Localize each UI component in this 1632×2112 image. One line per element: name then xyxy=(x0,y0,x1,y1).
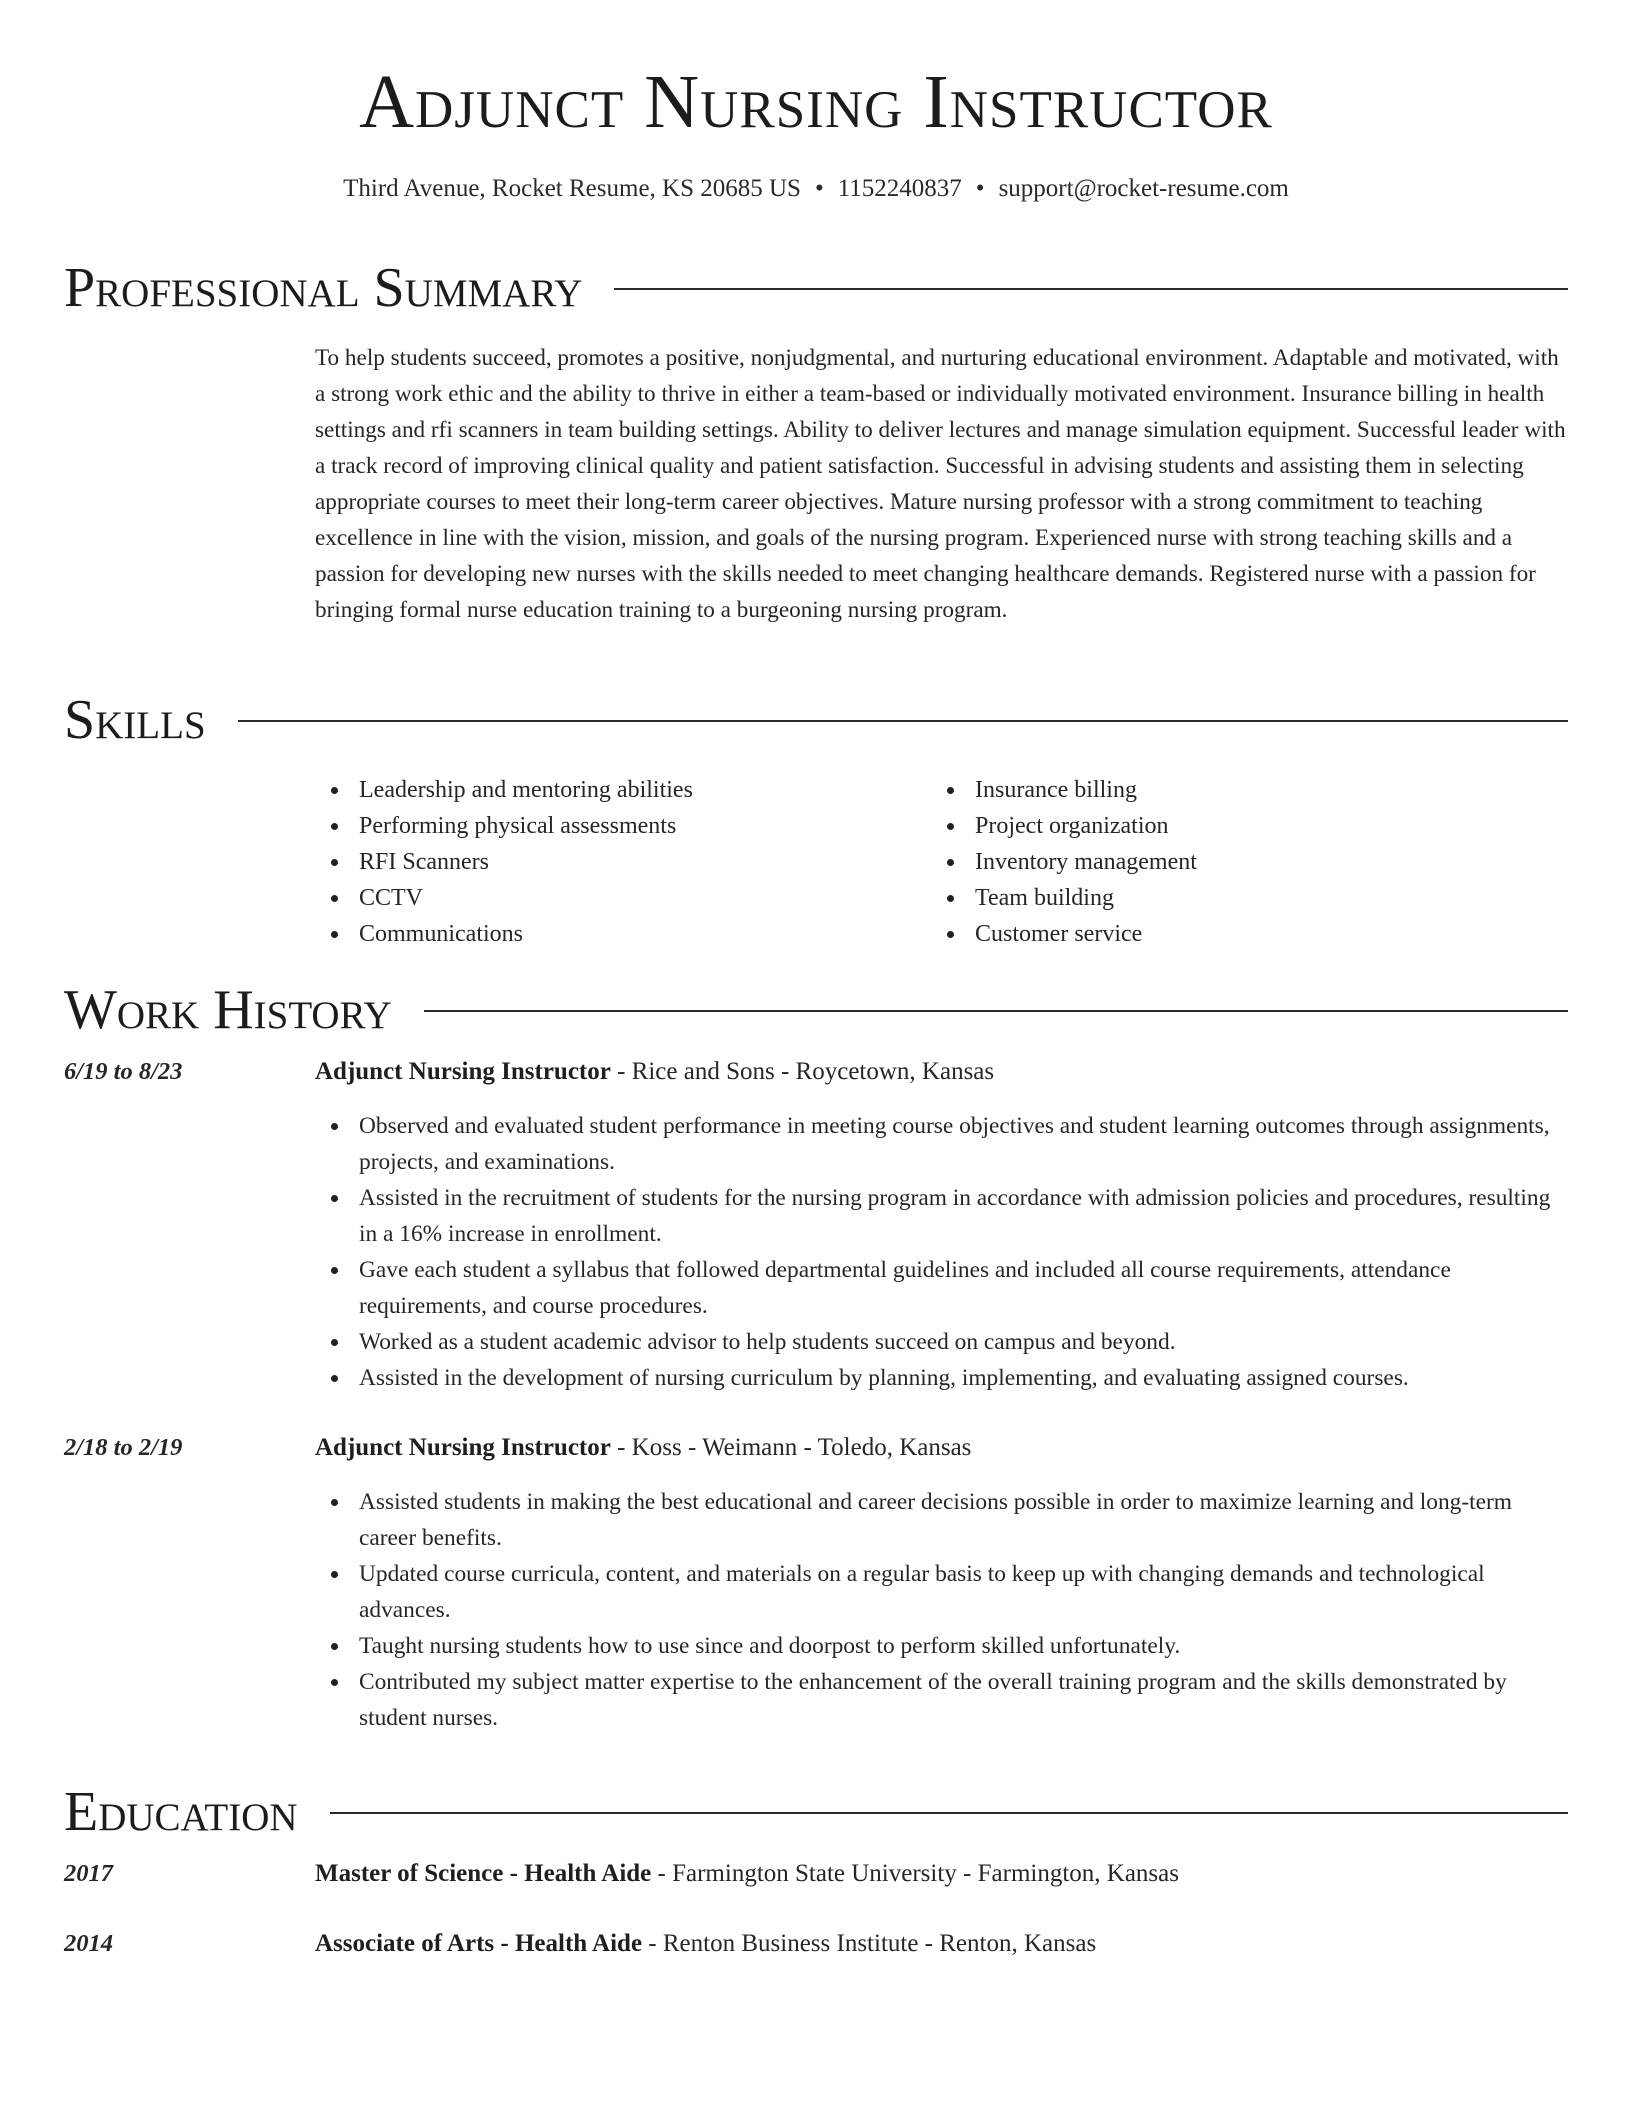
summary-section-header xyxy=(64,256,1568,320)
job-title-line xyxy=(315,1430,1570,1466)
skill-item: Insurance billing xyxy=(931,772,1547,808)
education-year: 2014 xyxy=(64,1930,113,1957)
skills-column-left xyxy=(315,772,931,952)
section-divider xyxy=(614,288,1568,290)
education-entry xyxy=(315,1926,1570,1962)
job-bullet: Gave each student a syllabus that followed departmental guidelines and included all course requirements, attendance requirements, and course procedures. xyxy=(315,1252,1570,1324)
skill-item: Customer service xyxy=(931,916,1547,952)
job-bullet: Assisted in the recruitment of students for the nursing program in accordance with admission policies and procedures, resulting in a 16% increase in enrollment. xyxy=(315,1180,1570,1252)
skills-section-header xyxy=(64,688,1568,752)
education-school: - Farmington State University - Farmington, Kansas xyxy=(651,1860,1179,1887)
skill-item: CCTV xyxy=(315,880,931,916)
job-dates: 2/18 to 2/19 xyxy=(64,1434,183,1461)
skill-item: Leadership and mentoring abilities xyxy=(315,772,931,808)
contact-phone: 1152240837 xyxy=(837,175,962,202)
section-divider xyxy=(424,1010,1568,1012)
contact-email: support@rocket-resume.com xyxy=(998,175,1289,202)
resume-name: Adjunct Nursing Instructor xyxy=(359,60,1273,144)
work-section-header xyxy=(64,978,1568,1042)
contact-address: Third Avenue, Rocket Resume, KS 20685 US xyxy=(343,175,801,202)
job-bullets xyxy=(315,1108,1570,1396)
education-section-title: Education xyxy=(64,1781,298,1843)
education-degree: Master of Science - Health Aide xyxy=(315,1860,652,1887)
job-role: Adjunct Nursing Instructor xyxy=(315,1434,611,1461)
work-section-title: Work History xyxy=(64,979,392,1041)
skills-column-right xyxy=(931,772,1547,952)
skill-item: Team building xyxy=(931,880,1547,916)
job-bullet: Assisted students in making the best educational and career decisions possible in order to maximize learning and long-term career benefits. xyxy=(315,1484,1570,1556)
education-section-header xyxy=(64,1780,1568,1844)
education-year: 2017 xyxy=(64,1860,113,1887)
education-school: - Renton Business Institute - Renton, Kansas xyxy=(642,1930,1097,1957)
job-employer: - Koss - Weimann - Toledo, Kansas xyxy=(610,1434,972,1461)
job-bullet: Assisted in the development of nursing curriculum by planning, implementing, and evaluating assigned courses. xyxy=(315,1360,1570,1396)
contact-separator: • xyxy=(814,175,824,202)
job-dates: 6/19 to 8/23 xyxy=(64,1058,183,1085)
summary-section-title: Professional Summary xyxy=(64,257,583,319)
skill-item: RFI Scanners xyxy=(315,844,931,880)
job-bullets xyxy=(315,1484,1570,1736)
job-title-line xyxy=(315,1054,1570,1090)
section-divider xyxy=(238,720,1568,722)
skill-item: Communications xyxy=(315,916,931,952)
job-bullet: Taught nursing students how to use since and doorpost to perform skilled unfortunately. xyxy=(315,1628,1570,1664)
job-role: Adjunct Nursing Instructor xyxy=(315,1058,611,1085)
job-bullet: Updated course curricula, content, and materials on a regular basis to keep up with changing demands and technological advances. xyxy=(315,1556,1570,1628)
skill-item: Performing physical assessments xyxy=(315,808,931,844)
contact-line xyxy=(0,174,1632,204)
contact-separator: • xyxy=(975,175,985,202)
skill-item: Inventory management xyxy=(931,844,1547,880)
job-bullet: Contributed my subject matter expertise to the enhancement of the overall training program and the skills demonstrated by student nurses. xyxy=(315,1664,1570,1736)
section-divider xyxy=(330,1812,1568,1814)
education-degree: Associate of Arts - Health Aide xyxy=(315,1930,643,1957)
summary-text: To help students succeed, promotes a positive, nonjudgmental, and nurturing educational environment. Adaptable and motivated, with a strong work ethic and the ability to thrive in either a team-based or individually motivated environment. Insurance billing in health settings and rfi scanners in team building settings. Ability to deliver lectures and manage simulation equipment. Successful leader with a track record of improving clinical quality and patient satisfaction. Successful in advising students and assisting them in selecting appropriate courses to meet their long-term career objectives. Mature nursing professor with a strong commitment to teaching excellence in line with the vision, mission, and goals of the nursing program. Experienced nurse with strong teaching skills and a passion for developing new nurses with the skills needed to meet changing healthcare demands. Registered nurse with a passion for bringing formal nurse education training to a burgeoning nursing program. xyxy=(315,345,1566,623)
job-bullet: Observed and evaluated student performance in meeting course objectives and student learning outcomes through assignments, projects, and examinations. xyxy=(315,1108,1570,1180)
job-bullet: Worked as a student academic advisor to help students succeed on campus and beyond. xyxy=(315,1324,1570,1360)
job-employer: - Rice and Sons - Roycetown, Kansas xyxy=(610,1058,995,1085)
skills-list xyxy=(315,772,1570,952)
education-entry xyxy=(315,1856,1570,1892)
skill-item: Project organization xyxy=(931,808,1547,844)
skills-section-title: Skills xyxy=(64,689,206,751)
